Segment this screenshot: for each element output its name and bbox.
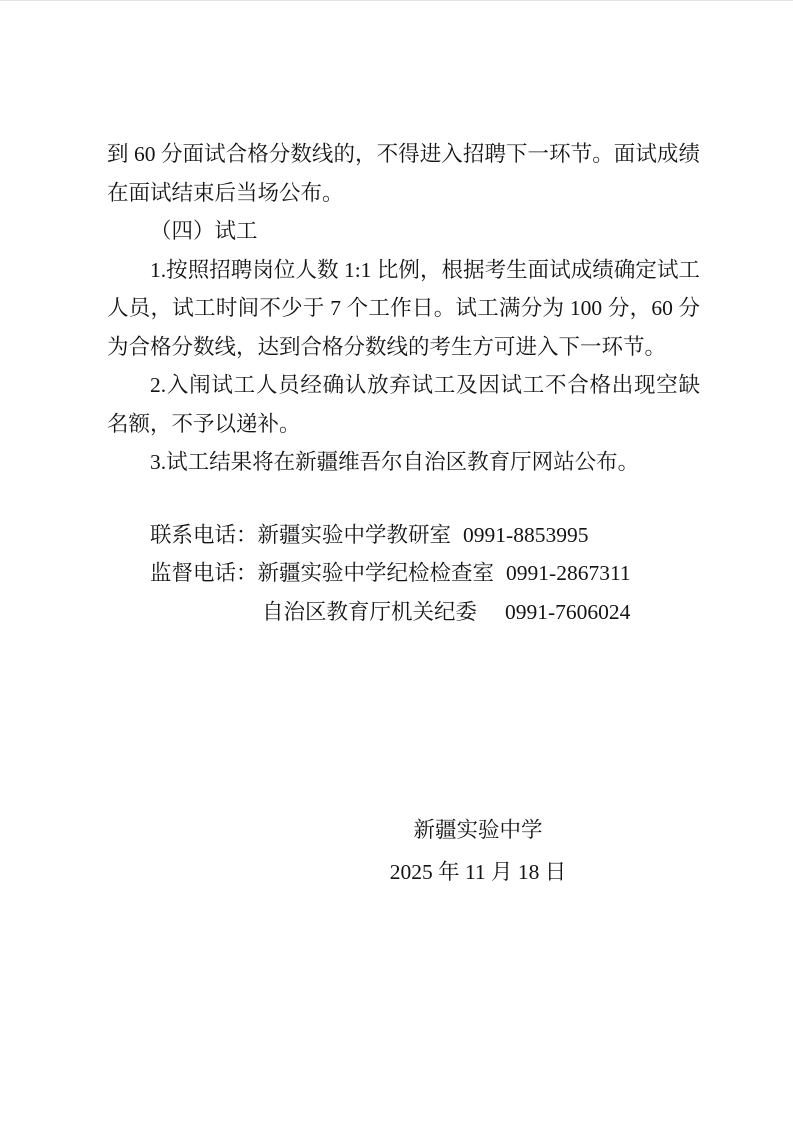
signature-date: 2025 年 11 月 18 日	[389, 860, 567, 884]
signature-block	[107, 809, 700, 893]
paragraph-item-2: 2.入闱试工人员经确认放弃试工及因试工不合格出现空缺名额，不予以递补。	[107, 373, 700, 436]
paragraph-item-3: 3.试工结果将在新疆维吾尔自治区教育厅网站公布。	[150, 450, 640, 474]
contact-org: 新疆实验中学纪检检查室	[257, 561, 495, 585]
paragraph-item-1: 1.按照招聘岗位人数 1:1 比例，根据考生面试成绩确定试工人员，试工时间不少于 7 个工作日。试工满分为 100 分，60 分为合格分数线，达到合格分数线的考生方可进入下一环节。	[107, 257, 700, 359]
signature-name: 新疆实验中学	[413, 818, 543, 842]
blank-space	[107, 631, 700, 809]
document-body	[0, 1, 793, 893]
signature-inner	[389, 809, 567, 893]
contact-row-discipline	[107, 593, 700, 632]
contact-org: 新疆实验中学教研室	[257, 522, 452, 547]
contact-phone: 0991-7606024	[505, 599, 631, 624]
blank-line	[107, 482, 700, 516]
contact-row-supervision	[107, 554, 700, 593]
contact-org: 自治区教育厅机关纪委	[262, 599, 478, 624]
contact-label: 监督电话：	[150, 561, 258, 585]
contact-row-main	[107, 516, 700, 555]
paragraph-continuation: 到 60 分面试合格分数线的，不得进入招聘下一环节。面试成绩在面试结束后当场公布。	[107, 142, 700, 205]
contact-phone: 0991-8853995	[463, 522, 589, 547]
contact-phone: 0991-2867311	[506, 561, 631, 585]
section-heading-trial-work: （四）试工	[150, 219, 258, 243]
contact-label: 联系电话：	[150, 522, 258, 547]
